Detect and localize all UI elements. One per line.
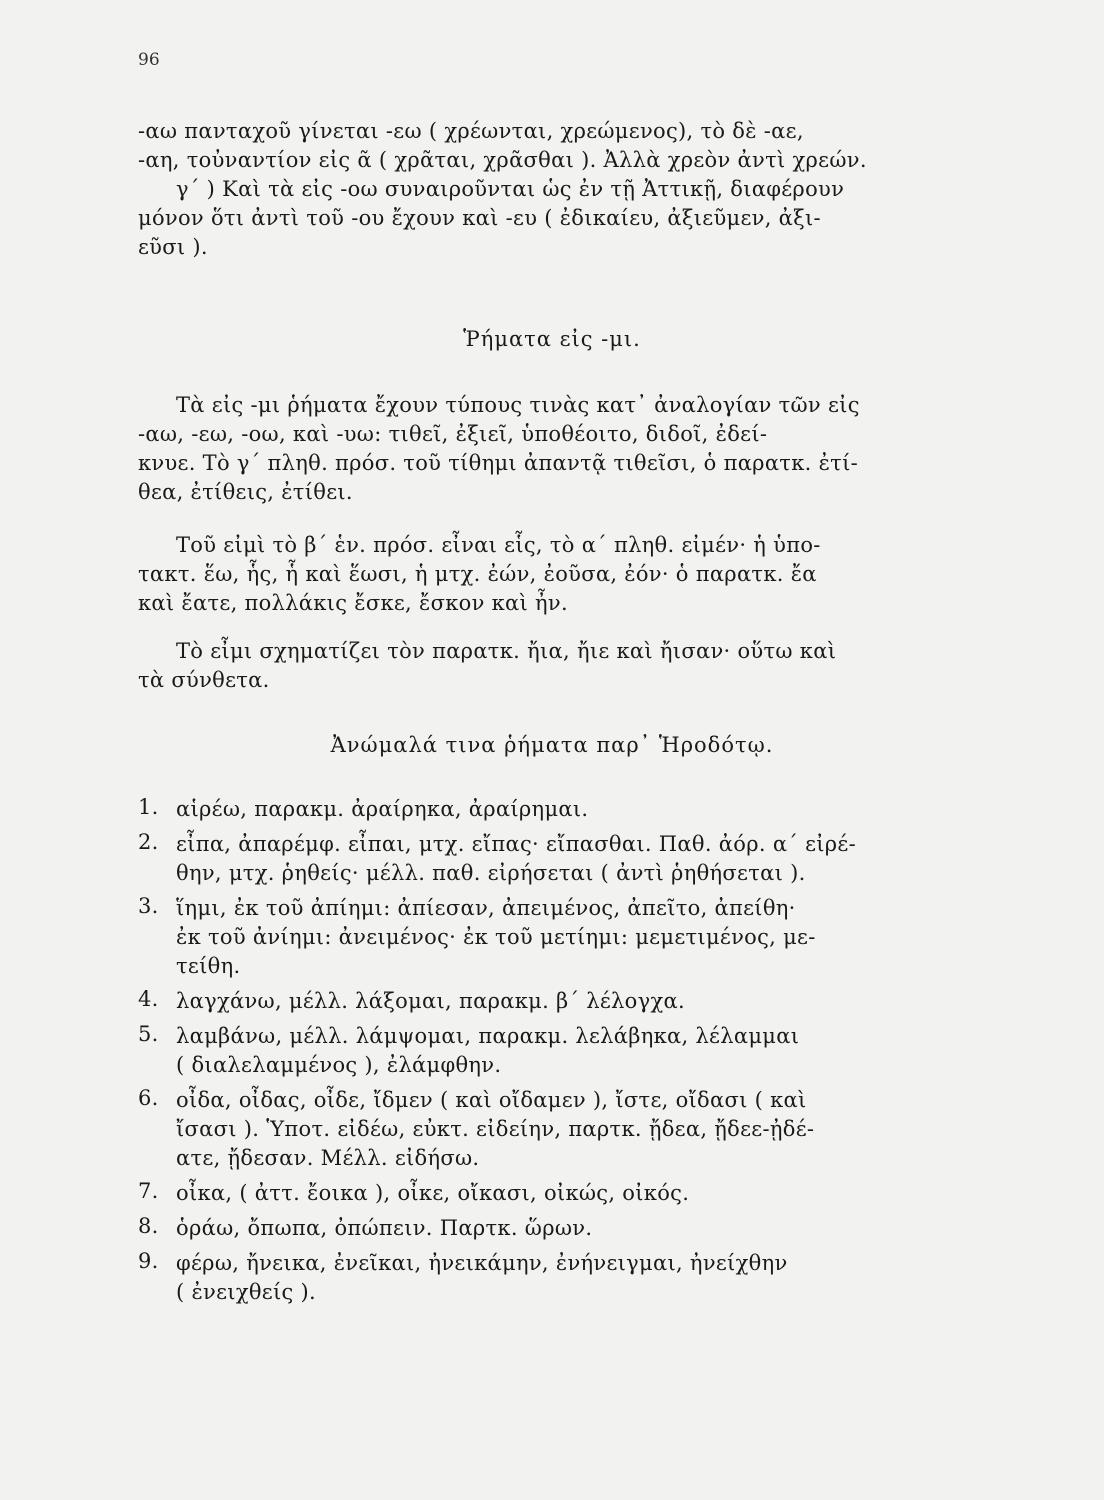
section-heading-mi-verbs: Ῥήματα εἰς -μι. bbox=[463, 327, 641, 351]
text-line: κνυε. Τὸ γ΄ πληθ. πρόσ. τοῦ τίθημι ἀπαντᾷ τιθεῖσι, ὁ παρατκ. ἐτί- bbox=[138, 451, 859, 475]
list-item bbox=[138, 1179, 988, 1208]
page-number: 96 bbox=[138, 50, 160, 70]
text-line: ἐκ τοῦ ἀνίημι: ἀνειμένος· ἐκ τοῦ μετίημι: μεμετιμένος, με- bbox=[176, 925, 816, 949]
item-number: 5. bbox=[138, 1022, 159, 1046]
text-line: ( ἐνειχθείς ). bbox=[176, 1280, 317, 1304]
text-line: εἶπα, ἀπαρέμφ. εἶπαι, μτχ. εἴπας· εἴπασθαι. Παθ. ἀόρ. α΄ εἰρέ- bbox=[176, 832, 857, 856]
text-line: τὰ σύνθετα. bbox=[138, 668, 270, 692]
item-number: 2. bbox=[138, 830, 159, 854]
paragraph-3 bbox=[138, 531, 988, 618]
verb-list bbox=[138, 795, 988, 1307]
text-line: ατε, ᾔδεσαν. Μέλλ. εἰδήσω. bbox=[176, 1146, 480, 1170]
text-line: -αω πανταχοῦ γίνεται -εω ( χρέωνται, χρεώμενος), τὸ δὲ -αε, bbox=[138, 119, 804, 143]
text-line: θεα, ἐτίθεις, ἐτίθει. bbox=[138, 480, 353, 504]
text-line: -αω, -εω, -οω, καὶ -υω: τιθεῖ, ἐξιεῖ, ὑποθέοιτο, διδοῖ, ἐδεί- bbox=[138, 422, 768, 446]
list-item bbox=[138, 987, 988, 1016]
list-item bbox=[138, 1214, 988, 1243]
text-line: καὶ ἔατε, πολλάκις ἔσκε, ἔσκον καὶ ἦν. bbox=[138, 591, 568, 615]
list-item bbox=[138, 795, 988, 824]
text-line: οἶκα, ( ἀττ. ἔοικα ), οἶκε, οἴκασι, οἰκώς, οἰκός. bbox=[176, 1181, 690, 1205]
text-line: λαμβάνω, μέλλ. λάμψομαι, παρακμ. λελάβηκα, λέλαμμαι bbox=[176, 1024, 800, 1048]
section-heading-herodotus: Ἀνώμαλά τινα ῥήματα παρ᾽ Ἡροδότῳ. bbox=[330, 733, 774, 757]
item-number: 6. bbox=[138, 1086, 159, 1110]
item-number: 7. bbox=[138, 1179, 159, 1203]
item-number: 1. bbox=[138, 795, 159, 819]
text-line: -αη, τοὐναντίον εἰς ᾶ ( χρᾶται, χρᾶσθαι ). Ἀλλὰ χρεὸν ἀντὶ χρεών. bbox=[138, 148, 867, 172]
text-line: Τὰ εἰς -μι ῥήματα ἔχουν τύπους τινὰς κατ᾽ ἀναλογίαν τῶν εἰς bbox=[176, 393, 860, 417]
text-line: Τὸ εἶμι σχηματίζει τὸν παρατκ. ἤια, ἤιε καὶ ἤισαν· οὕτω καὶ bbox=[176, 639, 837, 663]
text-line: αἱρέω, παρακμ. ἀραίρηκα, ἀραίρημαι. bbox=[176, 797, 589, 821]
text-line: Τοῦ εἰμὶ τὸ β΄ ἑν. πρόσ. εἶναι εἷς, τὸ α΄ πληθ. εἰμέν· ἡ ὑπο- bbox=[176, 533, 821, 557]
item-number: 4. bbox=[138, 987, 159, 1011]
item-number: 3. bbox=[138, 894, 159, 918]
text-line: ἴσασι ). Ὑποτ. εἰδέω, εὐκτ. εἰδείην, παρτκ. ᾔδεα, ᾔδεε-ᾐδέ- bbox=[176, 1117, 815, 1141]
list-item bbox=[138, 1022, 988, 1080]
text-line: οἶδα, οἶδας, οἶδε, ἴδμεν ( καὶ οἴδαμεν ), ἴστε, οἴδασι ( καὶ bbox=[176, 1088, 807, 1112]
item-number: 9. bbox=[138, 1249, 159, 1273]
list-item bbox=[138, 830, 988, 888]
text-line: μόνον ὅτι ἀντὶ τοῦ -ου ἔχουν καὶ -ευ ( ἐδικαίευ, ἀξιεῦμεν, ἀξι- bbox=[138, 206, 821, 230]
text-line: εῦσι ). bbox=[138, 235, 208, 259]
list-item bbox=[138, 1086, 988, 1173]
text-line: γ΄ ) Καὶ τὰ εἰς -οω συναιροῦνται ὡς ἐν τῇ Ἀττικῇ, διαφέρουν bbox=[176, 177, 845, 201]
paragraph-2 bbox=[138, 391, 988, 507]
paragraph-4 bbox=[138, 637, 988, 695]
text-line: ( διαλελαμμένος ), ἐλάμφθην. bbox=[176, 1053, 502, 1077]
text-line: θην, μτχ. ῥηθείς· μέλλ. παθ. εἰρήσεται ( ἀντὶ ῥηθήσεται ). bbox=[176, 861, 806, 885]
text-line: φέρω, ἤνεικα, ἐνεῖκαι, ἠνεικάμην, ἐνήνειγμαι, ἠνείχθην bbox=[176, 1251, 788, 1275]
item-number: 8. bbox=[138, 1214, 159, 1238]
text-line: ὁράω, ὄπωπα, ὀπώπειν. Παρτκ. ὥρων. bbox=[176, 1216, 593, 1240]
text-line: ἵημι, ἐκ τοῦ ἀπίημι: ἀπίεσαν, ἀπειμένος, ἀπεῖτο, ἀπείθη· bbox=[176, 896, 796, 920]
list-item bbox=[138, 1249, 988, 1307]
list-item bbox=[138, 894, 988, 981]
text-line: τακτ. ἕω, ἧς, ἧ καὶ ἕωσι, ἡ μτχ. ἐών, ἐοῦσα, ἐόν· ὁ παρατκ. ἔα bbox=[138, 562, 817, 586]
paragraph-1 bbox=[138, 117, 988, 262]
text-line: λαγχάνω, μέλλ. λάξομαι, παρακμ. β΄ λέλογχα. bbox=[176, 989, 685, 1013]
text-line: τείθη. bbox=[176, 954, 241, 978]
